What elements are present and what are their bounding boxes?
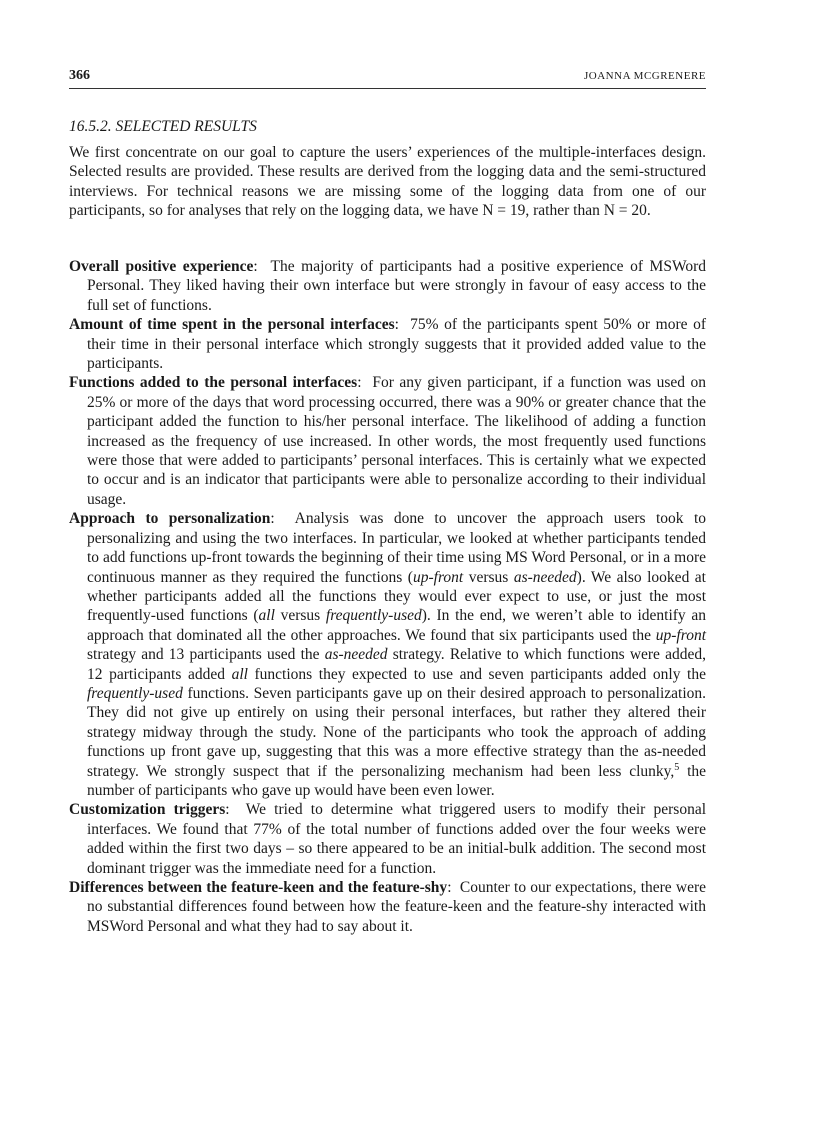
result-label: Customization triggers [69,801,226,819]
footnote-marker: 5 [674,761,680,773]
term-up-front: up-front [655,626,706,644]
result-text: We tried to determine what triggered users to modify their personal interfaces. We found that 77% of the total number of functions added over the four weeks were added within the first two days – so there appeared to be an initial-bulk addition. The second most dominant trigger was the immediate need for a function. [87,801,706,877]
result-overall-positive: Overall positive experience: The majority of participants had a positive experience of MSWord Personal. They liked having their own interface but were strongly in favour of easy access to the full set of functions. [69,258,707,314]
result-text: For any given participant, if a function was used on 25% or more of the days that word processing occurred, there was a 90% or greater chance that the participant added the function to his/her personal interface. The likelihood of adding a function increased as the frequency of use increased. In other words, the most frequently used functions were those that were added to participants’ personal interfaces. This is certainly what we expected to occur and is an indicator that participants were able to personalize according to their individual usage. [87,374,706,508]
result-text: functions. Seven participants gave up on their desired approach to personalization. They did not give up entirely on using their personal interfaces, but rather they altered their strategy midway through the study. None of the participants who took the approach of adding functions up front gave up, suggesting that this was a more effective strategy than the as-needed strategy. We strongly suspect that if the personalizing mechanism had been less clunky, [87,684,706,780]
result-text: functions they expected to use and seven participants added only the [247,665,706,683]
intro-paragraph: We first concentrate on our goal to capture the users’ experiences of the multiple-interfaces design. Selected results are provided. These results are derived from the logging data and the semi-structured interviews. For technical reasons we are missing some of the logging data from one of our participants, so for analyses that rely on the logging data, we have N = 19, rather than N = 20. [69,144,706,220]
result-approach: Approach to personalization: Analysis was done to uncover the approach users took to personalizing and using the two interfaces. In particular, we looked at whether participants tended to add functions up-front towards the beginning of their time using MS Word Personal, or in a more continuous manner as they required the functions (up-front versus as-needed). We also looked at whether participants added all the functions they would ever expect to use, or just the most frequently-used functions (all versus frequently-used). In the end, we weren’t able to identify an approach that dominated all the other approaches. We found that six participants used the up-front strategy and 13 participants used the as-needed strategy. Relative to which functions were added, 12 participants added all functions they expected to use and seven participants added only the frequently-used functions. Seven participants gave up on their desired approach to personalization. They did not give up entirely on using their personal interfaces, but rather they altered their strategy midway through the study. None of the participants who took the approach of adding functions up front gave up, suggesting that this was a more effective strategy than the as-needed strategy. We strongly suspect that if the personalizing mechanism had been less clunky,$^5$ the number of participants who gave up would have been even lower. [69,510,707,799]
page-number: 366 [69,68,90,83]
result-label: Approach to personalization [69,510,271,528]
result-text: The majority of participants had a positive experience of MSWord Personal. They liked having their own interface but were strongly in favour of easy access to the full set of functions. [87,258,707,314]
term-frequently-used: frequently-used [325,607,422,625]
result-label: Overall positive experience [69,258,254,275]
result-label: Differences between the feature-keen and the feature-shy [69,879,448,896]
result-time-spent: Amount of time spent in the personal interfaces: 75% of the participants spent 50% or more of their time in their personal interface which strongly suggests that it provided added value to the participants. [69,316,706,373]
term-as-needed: as-needed [513,568,577,586]
result-text: versus [274,607,326,625]
result-text: strategy and 13 participants used the [87,646,325,664]
result-feature-keen-shy: Differences between the feature-keen and the feature-shy: Counter to our expectations, there were no substantial differences found between how the feature-keen and the feature-shy interacted with MSWord Personal and what they had to say about it. [69,879,707,935]
result-label: Amount of time spent in the personal interfaces [69,316,395,334]
term-up-front: up-front [412,568,464,586]
running-author: JOANNA MCGRENERE [584,70,706,82]
term-as-needed: as-needed [324,646,388,664]
results-list [69,257,706,936]
term-all: all [231,665,248,683]
result-text: ). In the end, we weren’t able to identify an approach that dominated all the other approaches. We found that six participants used the [87,607,706,644]
running-head [69,68,706,89]
result-text: the number of participants who gave up would have been even lower. [87,762,707,799]
result-text: versus [463,568,514,586]
result-text: strategy. Relative to which functions were added, 12 participants added [87,646,706,683]
term-all: all [258,607,275,625]
result-text: Analysis was done to uncover the approach users took to personalizing and using the two interfaces. In particular, we looked at whether participants tended to add functions up-front towards the beginning of their time using MS Word Personal, or in a more continuous manner as they required the functions ( [87,510,707,586]
result-text: ). We also looked at whether participants added all the functions they would ever expect to use, or just the most frequently-used functions ( [87,568,706,625]
result-text: 75% of the participants spent 50% or more of their time in their personal interface which strongly suggests that it provided added value to the participants. [87,316,706,373]
section-heading: 16.5.2. SELECTED RESULTS [69,118,257,135]
result-customization-triggers: Customization triggers: We tried to determine what triggered users to modify their personal interfaces. We found that 77% of the total number of functions added over the four weeks were added within the first two days – so there appeared to be an initial-bulk addition. The second most dominant trigger was the immediate need for a function. [69,801,706,877]
result-text: Counter to our expectations, there were no substantial differences found between how the feature-keen and the feature-shy interacted with MSWord Personal and what they had to say about it. [87,879,707,935]
result-functions-added: Functions added to the personal interfaces: For any given participant, if a function was used on 25% or more of the days that word processing occurred, there was a 90% or greater chance that the participant added the function to his/her personal interface. The likelihood of adding a function increased as the frequency of use increased. In other words, the most frequently used functions were those that were added to participants’ personal interfaces. This is certainly what we expected to occur and is an indicator that participants were able to personalize according to their individual usage. [69,374,706,508]
result-label: Functions added to the personal interfaces [69,374,358,392]
term-frequently-used: frequently-used [87,684,183,702]
